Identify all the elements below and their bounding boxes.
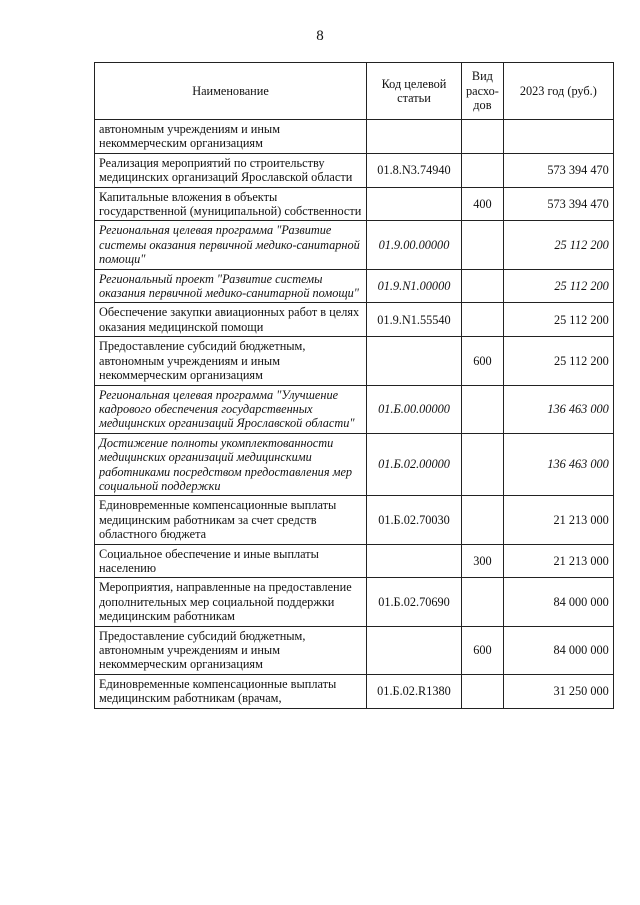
row-name-cell: автономным учреждениям и иным некоммерческим организациям (95, 120, 367, 154)
table-row (95, 187, 614, 221)
row-sum-cell: 136 463 000 (503, 433, 613, 496)
table-row (95, 544, 614, 578)
row-name-cell: Региональная целевая программа "Развитие системы оказания первичной медико-санитарной помощи" (95, 221, 367, 269)
row-sum-cell: 25 112 200 (503, 337, 613, 385)
row-type-cell: 400 (462, 187, 504, 221)
row-name-cell: Мероприятия, направленные на предоставление дополнительных мер социальной поддержки медицинским работникам (95, 578, 367, 626)
row-type-cell (462, 385, 504, 433)
row-type-cell: 300 (462, 544, 504, 578)
table-row (95, 269, 614, 303)
table-row (95, 303, 614, 337)
row-type-cell (462, 153, 504, 187)
table-row (95, 433, 614, 496)
row-code-cell: 01.Б.02.70030 (367, 496, 462, 544)
row-code-cell: 01.Б.02.70690 (367, 578, 462, 626)
row-type-cell (462, 120, 504, 154)
row-type-cell (462, 578, 504, 626)
row-sum-cell: 31 250 000 (503, 674, 613, 708)
row-name-cell: Обеспечение закупки авиационных работ в целях оказания медицинской помощи (95, 303, 367, 337)
row-name-cell: Предоставление субсидий бюджетным, автономным учреждениям и иным некоммерческим организациям (95, 626, 367, 674)
row-code-cell: 01.9.00.00000 (367, 221, 462, 269)
table-header-row (95, 63, 614, 120)
row-type-cell (462, 269, 504, 303)
row-code-cell (367, 120, 462, 154)
header-code: Код целевой статьи (367, 63, 462, 120)
row-type-cell (462, 496, 504, 544)
table-row (95, 385, 614, 433)
row-sum-cell (503, 120, 613, 154)
header-type: Вид расхо-дов (462, 63, 504, 120)
table-row (95, 120, 614, 154)
row-name-cell: Региональный проект "Развитие системы оказания первичной медико-санитарной помощи" (95, 269, 367, 303)
row-name-cell: Капитальные вложения в объекты государственной (муниципальной) собственности (95, 187, 367, 221)
table-row (95, 496, 614, 544)
row-code-cell: 01.8.N3.74940 (367, 153, 462, 187)
budget-table (94, 62, 614, 709)
table-row (95, 578, 614, 626)
table-body (95, 120, 614, 709)
row-sum-cell: 573 394 470 (503, 153, 613, 187)
row-type-cell (462, 303, 504, 337)
row-code-cell: 01.Б.00.00000 (367, 385, 462, 433)
row-sum-cell: 21 213 000 (503, 496, 613, 544)
row-sum-cell: 25 112 200 (503, 303, 613, 337)
row-sum-cell: 573 394 470 (503, 187, 613, 221)
table-row (95, 337, 614, 385)
row-type-cell (462, 221, 504, 269)
row-code-cell: 01.9.N1.55540 (367, 303, 462, 337)
row-code-cell: 01.Б.02.00000 (367, 433, 462, 496)
page-number: 8 (316, 28, 324, 44)
row-sum-cell: 25 112 200 (503, 221, 613, 269)
row-sum-cell: 136 463 000 (503, 385, 613, 433)
header-sum: 2023 год (руб.) (503, 63, 613, 120)
row-name-cell: Социальное обеспечение и иные выплаты населению (95, 544, 367, 578)
table-row (95, 674, 614, 708)
row-type-cell: 600 (462, 626, 504, 674)
row-sum-cell: 84 000 000 (503, 626, 613, 674)
row-sum-cell: 21 213 000 (503, 544, 613, 578)
table-row (95, 221, 614, 269)
row-code-cell (367, 626, 462, 674)
header-name: Наименование (95, 63, 367, 120)
table-row (95, 153, 614, 187)
row-code-cell: 01.9.N1.00000 (367, 269, 462, 303)
row-name-cell: Предоставление субсидий бюджетным, автономным учреждениям и иным некоммерческим организациям (95, 337, 367, 385)
row-code-cell (367, 544, 462, 578)
row-sum-cell: 84 000 000 (503, 578, 613, 626)
row-type-cell: 600 (462, 337, 504, 385)
row-type-cell (462, 433, 504, 496)
table-row (95, 626, 614, 674)
row-name-cell: Достижение полноты укомплектованности медицинских организаций медицинскими работниками посредством предоставления мер социальной поддержки (95, 433, 367, 496)
row-name-cell: Региональная целевая программа "Улучшение кадрового обеспечения государственных медицинских организаций Ярославской области" (95, 385, 367, 433)
row-code-cell (367, 337, 462, 385)
row-code-cell (367, 187, 462, 221)
row-code-cell: 01.Б.02.R1380 (367, 674, 462, 708)
row-sum-cell: 25 112 200 (503, 269, 613, 303)
row-type-cell (462, 674, 504, 708)
row-name-cell: Реализация мероприятий по строительству медицинских организаций Ярославской области (95, 153, 367, 187)
row-name-cell: Единовременные компенсационные выплаты медицинским работникам (врачам, (95, 674, 367, 708)
row-name-cell: Единовременные компенсационные выплаты медицинским работникам за счет средств областного бюджета (95, 496, 367, 544)
